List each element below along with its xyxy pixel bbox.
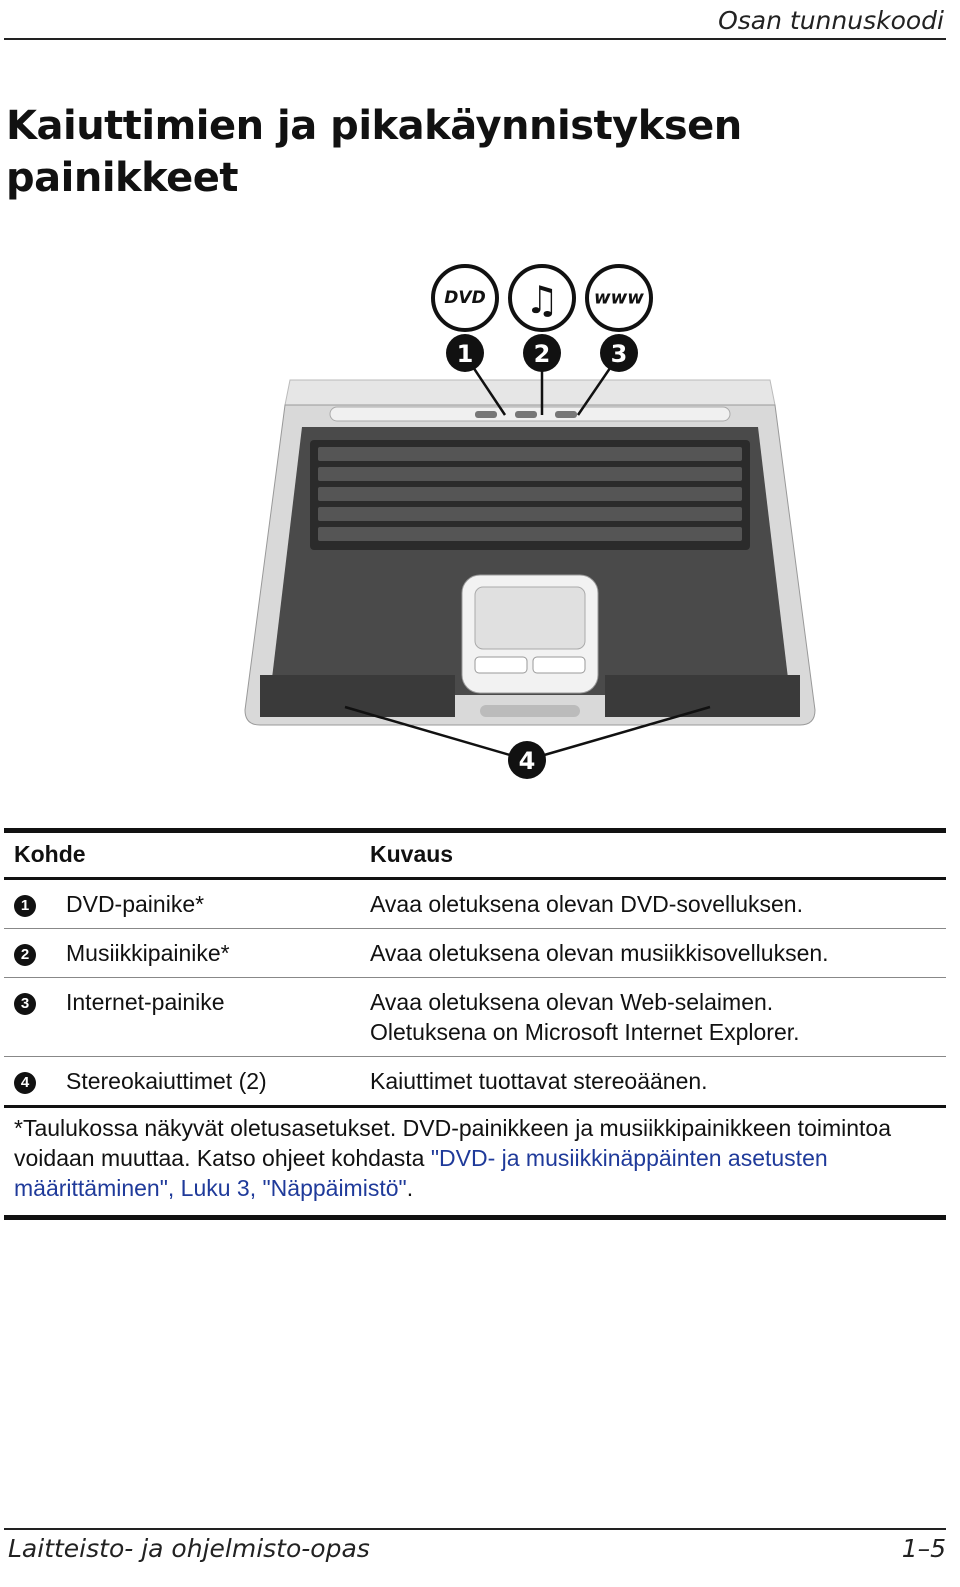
footnote-text: *Taulukossa näkyvät oletusasetukset. DVD-painikkeen ja musiikkipainikkeen toimintoa voidaan muuttaa. Katso ohjeet kohdasta [14,1115,891,1171]
svg-text:3: 3 [610,340,628,368]
row-item: Internet-painike [66,989,225,1015]
row-description-line-2: Oletuksena on Microsoft Internet Explorer. [370,1019,800,1045]
callout-4 [508,741,546,779]
music-icon-label: ♫ [524,278,560,322]
row-number-badge: 2 [14,944,36,966]
dvd-icon-label: DVD [444,288,486,308]
header-rule [4,38,946,40]
footnote-end: . [406,1175,414,1201]
table-row [4,929,946,977]
footnote-link[interactable]: "DVD- ja musiikkinäppäinten asetusten määrittäminen", Luku 3, "Näppäimistö" [14,1145,828,1201]
www-icon [587,266,651,330]
footer-rule [4,1528,946,1530]
components-table [4,828,946,1220]
header-description: Kuvaus [370,841,454,867]
laptop-illustration [230,255,830,795]
laptop-figure [230,255,830,795]
row-number-badge: 1 [14,895,36,917]
table-footnote [4,1108,934,1215]
callout-3 [600,334,638,372]
row-description: Kaiuttimet tuottavat stereoäänen. [370,1068,708,1094]
table-row [4,880,946,928]
table-row [4,978,946,1056]
svg-text:2: 2 [533,340,551,368]
svg-text:1: 1 [456,340,474,368]
row-description: Avaa oletuksena olevan musiikkisovelluksen. [370,940,829,966]
row-description: Avaa oletuksena olevan Web-selaimen. [370,989,774,1015]
svg-text:4: 4 [518,747,536,775]
callout-2 [523,334,561,372]
row-number-badge: 4 [14,1072,36,1094]
row-item: Stereokaiuttimet (2) [66,1068,267,1094]
table-bottom-rule [4,1215,946,1220]
page-number: 1–5 [901,1534,946,1563]
table-header-row [4,833,946,877]
www-icon-label: www [594,287,644,309]
running-head: Osan tunnuskoodi [718,6,944,35]
table-row [4,1057,946,1105]
dvd-icon [433,266,497,330]
row-item: Musiikkipainike* [66,940,230,966]
row-number-badge: 3 [14,993,36,1015]
footer-book-title: Laitteisto- ja ohjelmisto-opas [8,1534,370,1563]
music-note-icon [510,266,574,330]
section-title: Kaiuttimien ja pikakäynnistyksen painikkeet [6,103,742,201]
callout-1 [446,334,484,372]
row-item: DVD-painike* [66,891,205,917]
row-description: Avaa oletuksena olevan DVD-sovelluksen. [370,891,803,917]
header-item: Kohde [14,841,86,867]
